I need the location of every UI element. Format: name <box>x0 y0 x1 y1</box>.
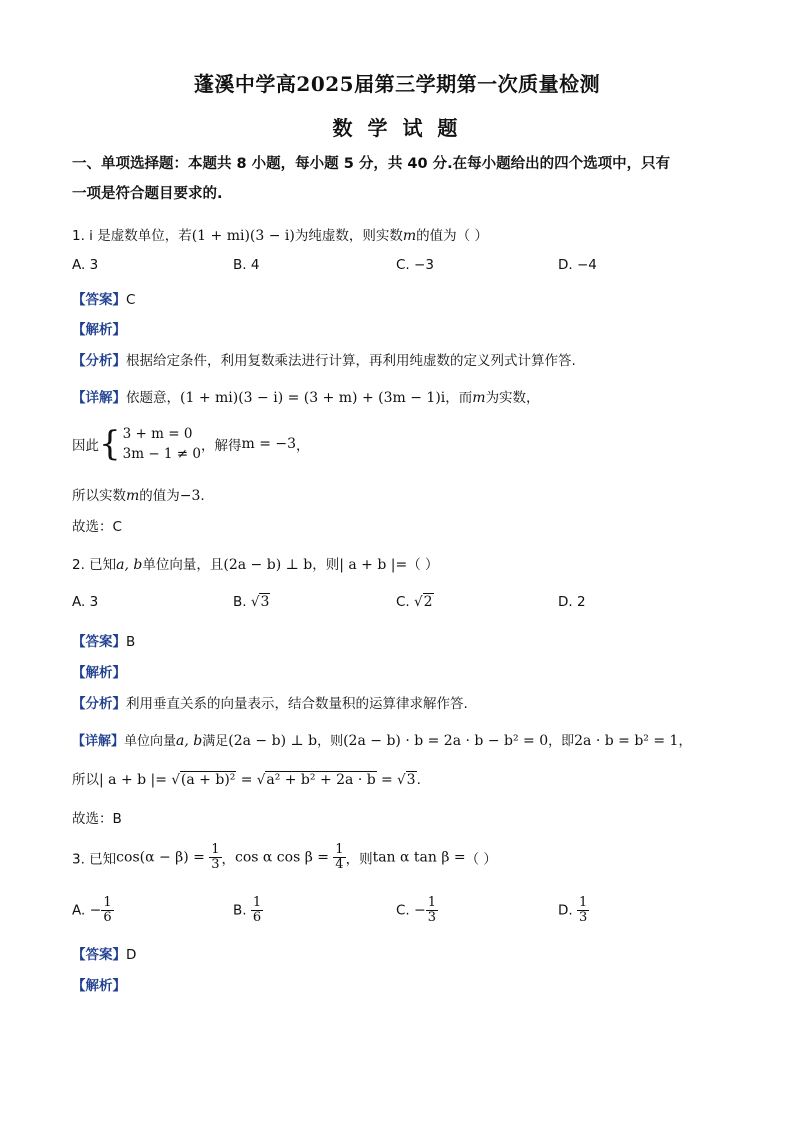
detail-label: 【详解】 <box>72 734 125 749</box>
q2-so-lhs: | a + b |= <box>99 772 168 788</box>
sqrt-symbol: √ <box>250 594 260 610</box>
q1-stem-post: 为纯虚数，则实数 <box>294 228 403 244</box>
q1-conclusion <box>72 484 205 504</box>
frac-numerator: 1 <box>103 895 112 910</box>
q2-detail-expr2: (2a − b) · b = 2a · b − b² = 0 <box>343 733 549 749</box>
q2-so-end: . <box>416 772 421 788</box>
q1-fenxi-text: 根据给定条件，利用复数乘法进行计算，再利用纯虚数的定义列式计算作答. <box>126 353 576 369</box>
q1-choose: 故选：C <box>72 519 122 535</box>
q2-fenxi <box>72 692 468 712</box>
q3-option-c-label: C. <box>396 902 410 919</box>
detail-label: 【详解】 <box>72 390 126 406</box>
frac-numerator: 1 <box>578 895 588 910</box>
q1-option-d: D. −4 <box>558 257 597 273</box>
q2-option-b-value: 3 <box>260 594 270 610</box>
q3-option-a-label: A. <box>72 902 86 919</box>
q2-option-d: D. 2 <box>558 594 586 610</box>
answer-label: 【答案】 <box>72 947 126 963</box>
analysis-label: 【解析】 <box>72 978 126 994</box>
q3-option-b-frac <box>251 896 263 925</box>
q1-conclusion-post: 的值为 <box>139 488 180 504</box>
q2-option-c <box>396 594 434 610</box>
q1-analysis-label <box>72 318 126 338</box>
brace-symbol: { <box>99 424 121 464</box>
q1-option-c: C. −3 <box>396 257 434 273</box>
frac-denominator: 6 <box>103 910 112 925</box>
q3-option-c <box>396 896 438 925</box>
q2-stem <box>72 553 439 573</box>
q2-option-c-value: 2 <box>423 594 433 610</box>
q1-detail-post: ，而 <box>445 390 473 406</box>
fenxi-label: 【分析】 <box>72 696 126 712</box>
q2-detail-expr1: (2a − b) ⊥ b <box>228 733 318 749</box>
q1-conclusion-val: −3 <box>179 488 201 504</box>
q2-stem-expr2: | a + b |= <box>339 557 408 573</box>
frac-denominator: 3 <box>427 910 437 925</box>
sqrt-symbol: √ <box>414 594 423 610</box>
q2-detail-expr3: 2a · b = b² = 1 <box>574 733 679 749</box>
q3-option-b-label: B. <box>233 902 247 919</box>
frac-numerator: 1 <box>252 895 262 910</box>
q1-stem-pre: 1. i 是虚数单位，若 <box>72 228 192 244</box>
q2-so-eq2: = <box>381 772 393 788</box>
q3-stem-cos: cos(α − β) = <box>116 849 205 866</box>
frac-numerator: 1 <box>211 842 220 857</box>
q2-detail <box>72 730 691 749</box>
q2-so-pre: 所以 <box>72 772 99 788</box>
q3-stem <box>72 843 497 872</box>
q1-detail-var: m <box>472 390 486 406</box>
q1-conclusion-end: . <box>200 488 205 504</box>
q2-option-a: A. 3 <box>72 594 99 610</box>
q1-stem-var: m <box>402 228 417 244</box>
frac-denominator: 6 <box>252 910 262 925</box>
q3-option-d-frac <box>577 896 589 925</box>
q2-detail-end: ， <box>678 734 692 749</box>
q2-stem-vec: a, b <box>116 557 143 573</box>
q3-answer-value: D <box>126 947 137 963</box>
q3-option-d-label: D. <box>558 902 573 919</box>
exam-title: 蓬溪中学高2025届第三学期第一次质量检测 <box>193 72 601 96</box>
q1-sys-row1: 3 + m = 0 <box>122 426 193 442</box>
q2-analysis-label <box>72 661 126 681</box>
q3-stem-end: （ ） <box>465 851 497 868</box>
q2-option-b-label: B. <box>233 594 247 610</box>
q2-option-b <box>233 594 270 610</box>
q1-option-a: A. 3 <box>72 257 99 273</box>
subject-title: 数 学 试 题 <box>332 116 462 140</box>
q1-system <box>72 424 310 464</box>
q2-answer <box>72 630 135 650</box>
q1-sys-row2: 3m − 1 ≠ 0 <box>122 446 201 462</box>
q2-so-sqrt2: a² + b² + 2a · b <box>266 772 376 788</box>
q1-sys-end: ， <box>296 438 310 454</box>
q1-sys-result: m = −3 <box>241 436 297 452</box>
q3-stem-mid: ， <box>221 851 235 868</box>
q2-detail-pre: 单位向量 <box>124 734 177 749</box>
q3-answer <box>72 943 136 963</box>
q2-detail-mid: 满足 <box>202 734 229 749</box>
fenxi-label: 【分析】 <box>72 353 126 369</box>
q2-so-sqrt1: (a + b)² <box>180 772 236 788</box>
q3-frac2 <box>333 843 345 872</box>
q2-detail-mid2: ，则 <box>317 734 344 749</box>
q2-detail-vec: a, b <box>176 733 203 749</box>
q2-stem-end: （ ） <box>407 557 439 573</box>
q1-answer-value: C <box>126 292 136 308</box>
q2-answer-value: B <box>126 634 136 650</box>
q1-detail-expr: (1 + mi)(3 − i) = (3 + m) + (3m − 1)i <box>180 390 446 406</box>
q2-option-c-label: C. <box>396 594 410 610</box>
q1-fenxi <box>72 349 576 369</box>
q2-stem-pre: 2. 已知 <box>72 557 117 573</box>
q1-detail <box>72 386 540 406</box>
q1-answer <box>72 288 135 308</box>
frac-denominator: 4 <box>335 857 344 872</box>
q1-stem-expr: (1 + mi)(3 − i) <box>191 228 295 244</box>
section-heading-line1: 一、单项选择题：本题共 8 小题，每小题 5 分，共 40 分.在每小题给出的四个选项中，只有 <box>72 156 671 172</box>
q2-so-eq: = <box>240 772 253 788</box>
sqrt-symbol: √ <box>171 772 180 788</box>
q3-option-d <box>558 896 589 925</box>
answer-label: 【答案】 <box>72 292 126 308</box>
q3-stem-tan: tan α tan β = <box>372 849 466 866</box>
q1-stem-end: 的值为（ ） <box>416 228 488 244</box>
q3-stem-cos2: cos α cos β = <box>235 849 329 866</box>
q2-stem-mid2: ，则 <box>312 557 340 573</box>
q3-option-a-frac <box>101 896 113 925</box>
q3-option-c-frac <box>426 896 438 925</box>
q1-equation-system <box>99 424 201 464</box>
frac-denominator: 3 <box>578 910 588 925</box>
q2-so <box>72 768 421 788</box>
q1-conclusion-pre: 所以实数 <box>72 488 126 504</box>
sqrt-symbol: √ <box>397 772 406 788</box>
q2-stem-expr: (2a − b) ⊥ b <box>223 557 313 573</box>
sqrt-symbol: √ <box>256 772 266 788</box>
analysis-label: 【解析】 <box>72 322 126 338</box>
q1-detail-pre: 依题意， <box>126 390 180 406</box>
q3-option-a-sign: − <box>89 902 102 919</box>
q1-stem <box>72 224 488 244</box>
q2-fenxi-text: 利用垂直关系的向量表示，结合数量积的运算律求解作答. <box>126 696 468 712</box>
section-heading-line2: 一项是符合题目要求的. <box>72 186 223 202</box>
q2-stem-mid: 单位向量，且 <box>142 557 224 573</box>
q1-conclusion-var: m <box>126 488 140 504</box>
q3-frac1 <box>209 843 221 872</box>
q2-choose: 故选：B <box>72 811 122 827</box>
q2-so-sqrt3: 3 <box>406 772 416 788</box>
q1-option-b: B. 4 <box>233 257 260 273</box>
q3-option-a <box>72 896 114 925</box>
q3-option-c-sign: − <box>414 902 426 919</box>
frac-numerator: 1 <box>427 895 437 910</box>
frac-denominator: 3 <box>211 857 220 872</box>
q3-analysis-label <box>72 974 126 994</box>
q2-detail-mid3: ，即 <box>548 734 575 749</box>
frac-numerator: 1 <box>335 842 344 857</box>
answer-label: 【答案】 <box>72 634 126 650</box>
q1-detail-end: 为实数， <box>485 390 540 406</box>
q3-option-b <box>233 896 263 925</box>
q1-sys-post: ，解得 <box>201 438 242 454</box>
q1-sys-pre: 因此 <box>72 438 99 454</box>
analysis-label: 【解析】 <box>72 665 126 681</box>
q3-stem-mid2: ，则 <box>345 851 373 868</box>
q3-stem-pre: 3. 已知 <box>72 851 117 868</box>
